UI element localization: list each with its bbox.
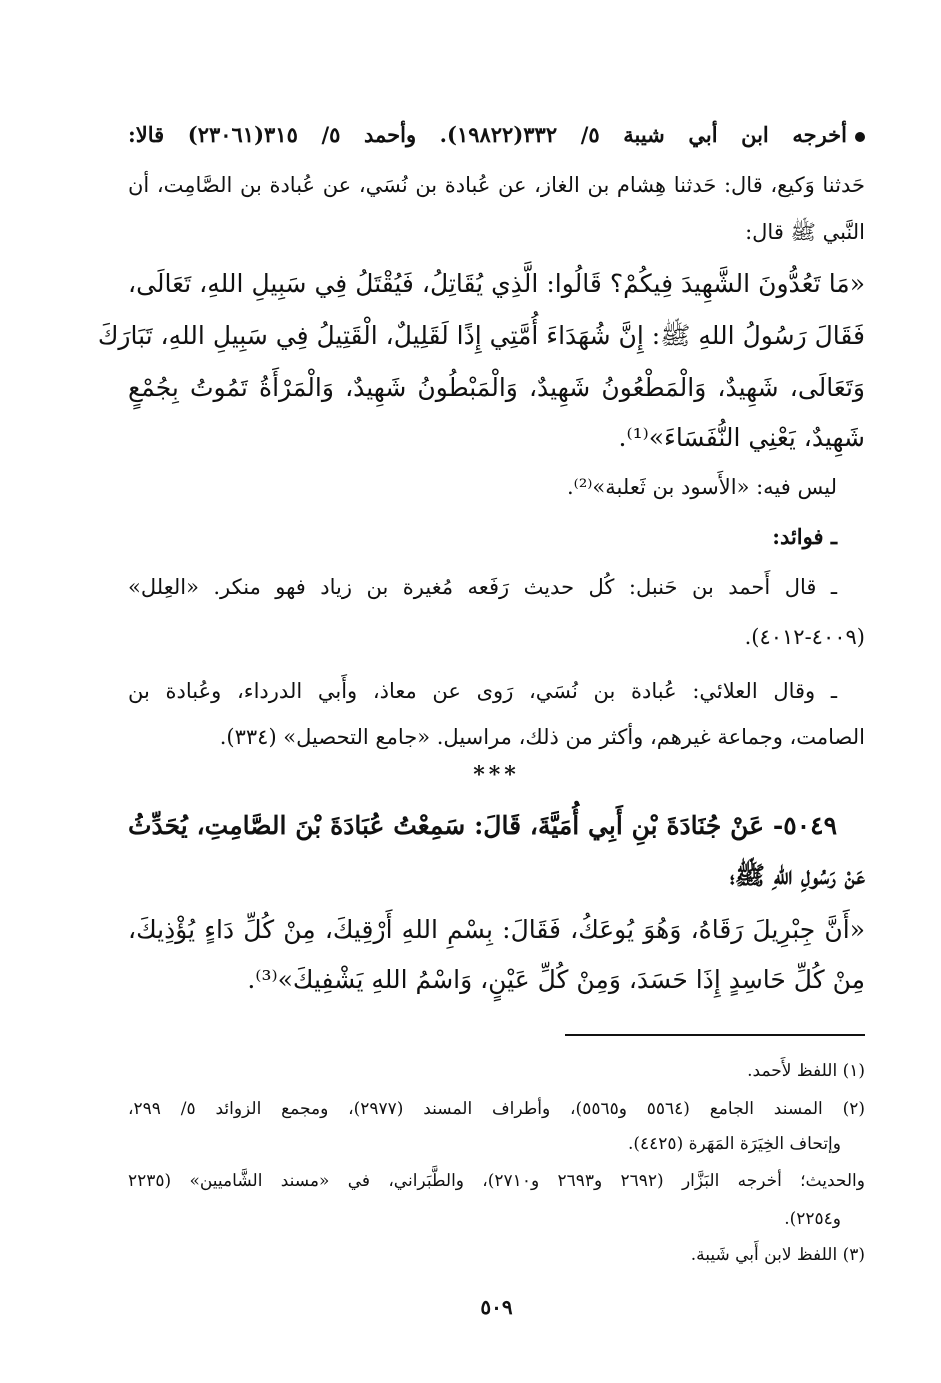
footnote-divider (565, 1034, 865, 1036)
book-page (97, 0, 865, 1383)
hadith-text-line: «أَنَّ جِبْرِيلَ رَقَاهُ، وَهُوَ يُوعَكُ، فَقَالَ: بِسْمِ اللهِ أَرْقِيكَ، مِنْ كُلِّ دَاءٍ يُؤْذِيكَ، (128, 915, 865, 944)
footnote-line: (٢) المسند الجامع (٥٥٦٤ و٥٥٦٥)، وأطراف المسند (٢٩٧٧)، ومجمع الزوائد ٥/ ٢٩٩، (128, 1099, 865, 1119)
hadith-header-line: ٥٠٤٩- عَنْ جُنَادَةَ بْنِ أَبِي أُمَيَّةَ، قَالَ: سَمِعْتُ عُبَادَةَ بْنَ الصَّامِتِ، يُحَدِّثُ (128, 811, 837, 840)
source-text: أخرجه ابن أبي شيبة ٥/ ٣٣٢(١٩٨٢٢). وأحمد ٥/ ٣١٥(٢٣٠٦١) قالا: (128, 122, 847, 147)
footnote-line: (٣) اللفظ لابن أَبي شَيبة. (690, 1245, 865, 1265)
bullet-icon (855, 132, 865, 142)
footnote-line: و٢٢٥٤). (784, 1209, 841, 1229)
hadith-text-line: وَتَعَالَى، شَهِيدٌ، وَالْمَطْعُونُ شَهِيدٌ، وَالْمَبْطُونُ شَهِيدٌ، وَالْمَرْأَةُ تَمُوتُ بِجُمْعٍ (128, 373, 865, 402)
fawaid-line: الصامت، وجماعة غيرهم، وأكثر من ذلك، مراسيل. «جامع التحصيل» (٣٣٤). (219, 725, 865, 749)
fawaid-line: ـ قال أَحمد بن حَنبل: كُل حديث رَفَعه مُغيرة بن زياد فهو منكر. «العِلل» (128, 575, 837, 599)
hadith-text-line: مِنْ كُلِّ حَاسِدٍ إِذَا حَسَدَ، وَمِنْ كُلِّ عَيْنٍ، وَاسْمُ اللهِ يَشْفِيكَ»⁽³⁾. (247, 965, 865, 994)
fawaid-heading: ـ فوائد: (772, 524, 837, 549)
section-separator: *** (473, 762, 520, 788)
footnote-line: وإتحاف الخِيَرَة المَهَرة (٤٤٢٥). (627, 1134, 841, 1154)
source-line (128, 120, 865, 150)
hadith-header-line: عَنْ رَسُولِ اللهِ ﷺ؛ (729, 861, 865, 890)
laysa-fihi-note: ليس فيه: «الأَسود بن ثَعلبة»⁽²⁾. (567, 475, 837, 499)
hadith-text-line: فَقَالَ رَسُولُ اللهِ ﷺ: إِنَّ شُهَدَاءَ أُمَّتِي إِذًا لَقَلِيلٌ، الْقَتِيلُ فِي سَبِيلِ اللهِ، تَبَارَكَ (97, 321, 865, 350)
isnad-line: حَدثنا وَكيع، قال: حَدثنا هِشام بن الغاز، عن عُبادة بن نُسَي، عن عُبادة بن الصَّامِت، أن (128, 173, 865, 197)
page-number: ٥٠٩ (480, 1295, 513, 1319)
fawaid-line: ـ وقال العلائي: عُبادة بن نُسَي، رَوى عن معاذ، وأَبي الدرداء، وعُبادة بن (128, 679, 837, 703)
fawaid-line: (٤٠٠٩-٤٠١٢). (744, 625, 865, 649)
hadith-text-line: شَهِيدٌ، يَعْنِي النُّفَسَاءَ»⁽¹⁾. (618, 423, 865, 452)
footnote-line: والحديث؛ أخرجه البَزَّار (٢٦٩٢ و٢٦٩٣ و٢٧١٠)، والطَّبَراني، في «مسند الشَّاميين» (٢٢٣٥ (128, 1171, 865, 1191)
isnad-line: النَّبي ﷺ قال: (745, 220, 865, 244)
hadith-text-line: «مَا تَعُدُّونَ الشَّهِيدَ فِيكُمْ؟ قَالُوا: الَّذِي يُقَاتِلُ، فَيُقْتَلُ فِي سَبِيلِ اللهِ، تَعَالَى، (128, 269, 865, 298)
footnote-line: (١) اللفظ لأَحمد. (747, 1061, 865, 1081)
